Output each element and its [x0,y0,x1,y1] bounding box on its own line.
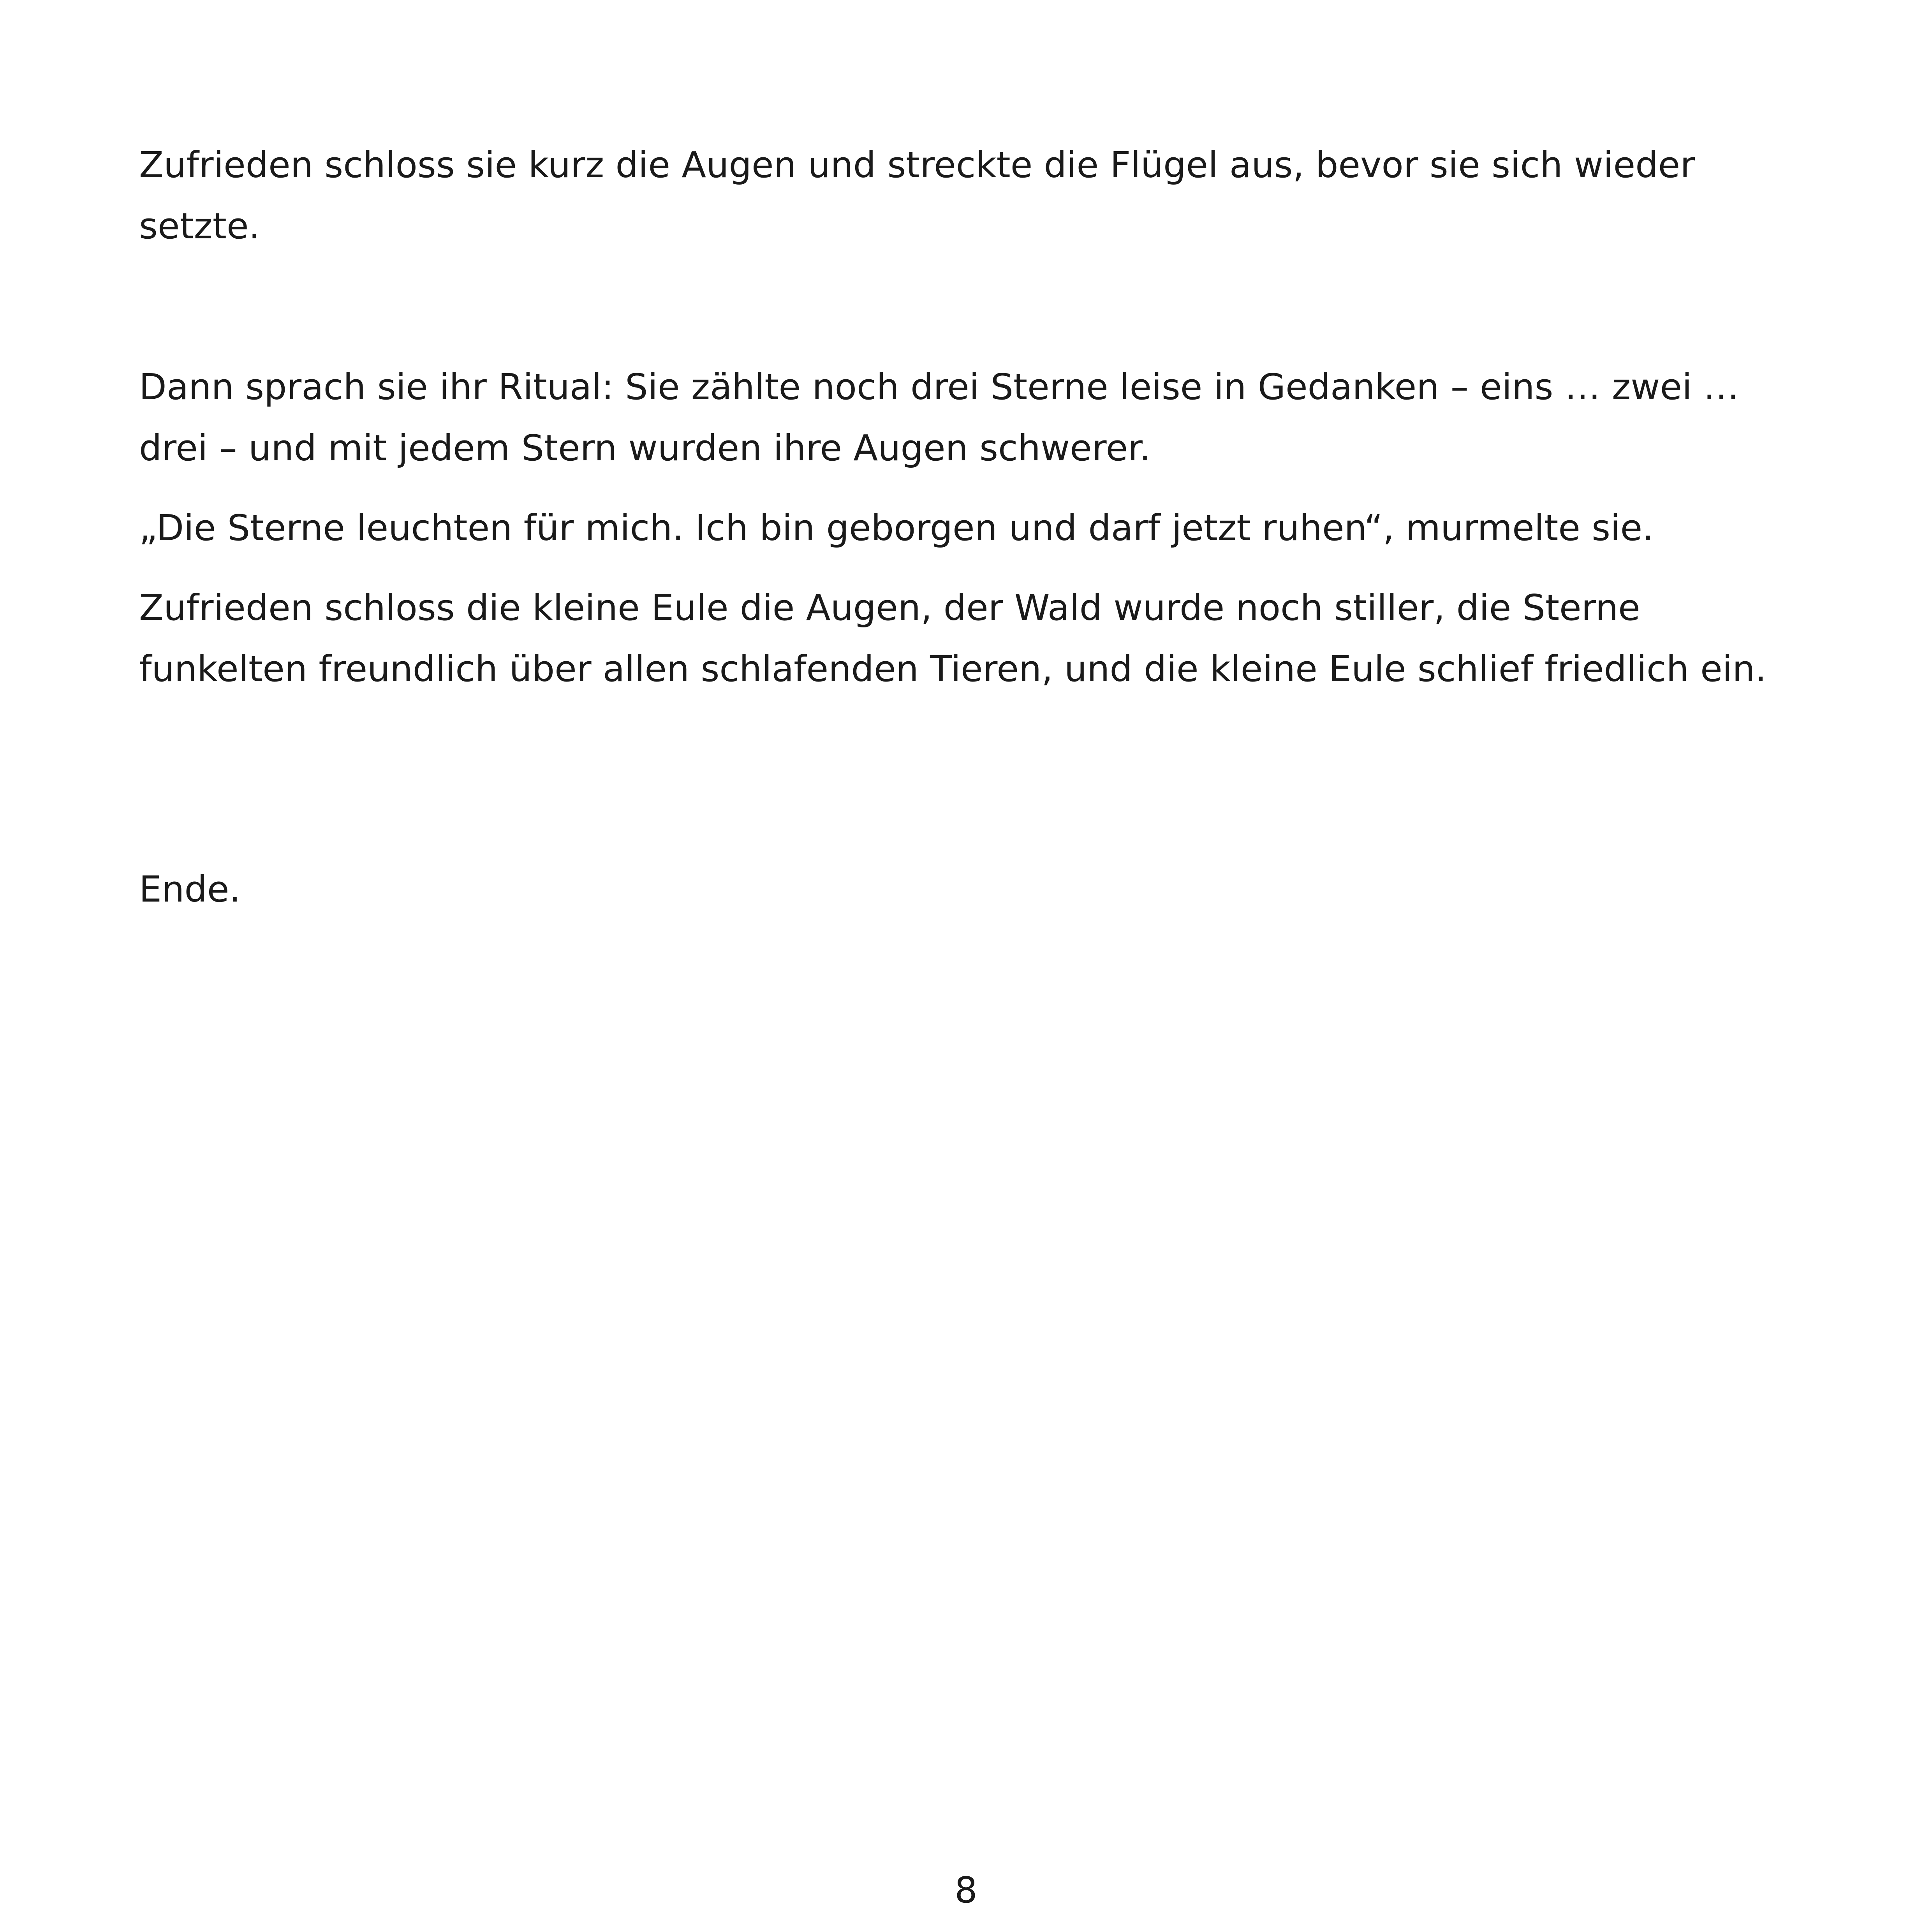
paragraph-2: Dann sprach sie ihr Ritual: Sie zählte noch drei Sterne leise in Gedanken – eins … zwei … drei – und mit jedem Stern wurden ihre Augen schwerer. [139,366,1739,469]
paragraph-end: Ende. [139,868,241,910]
paragraph-4: Zufrieden schloss die kleine Eule die Augen, der Wald wurde noch stiller, die Sterne funkelten freundlich über allen schlafenden Tieren, und die kleine Eule schlief friedlich ein. [139,587,1766,690]
page-number: 8 [955,1869,977,1911]
paragraph-3: „Die Sterne leuchten für mich. Ich bin geborgen und darf jetzt ruhen“, murmelte sie. [139,507,1654,549]
paragraph-1: Zufrieden schloss sie kurz die Augen und streckte die Flügel aus, bevor sie sich wieder setzte. [139,144,1695,247]
